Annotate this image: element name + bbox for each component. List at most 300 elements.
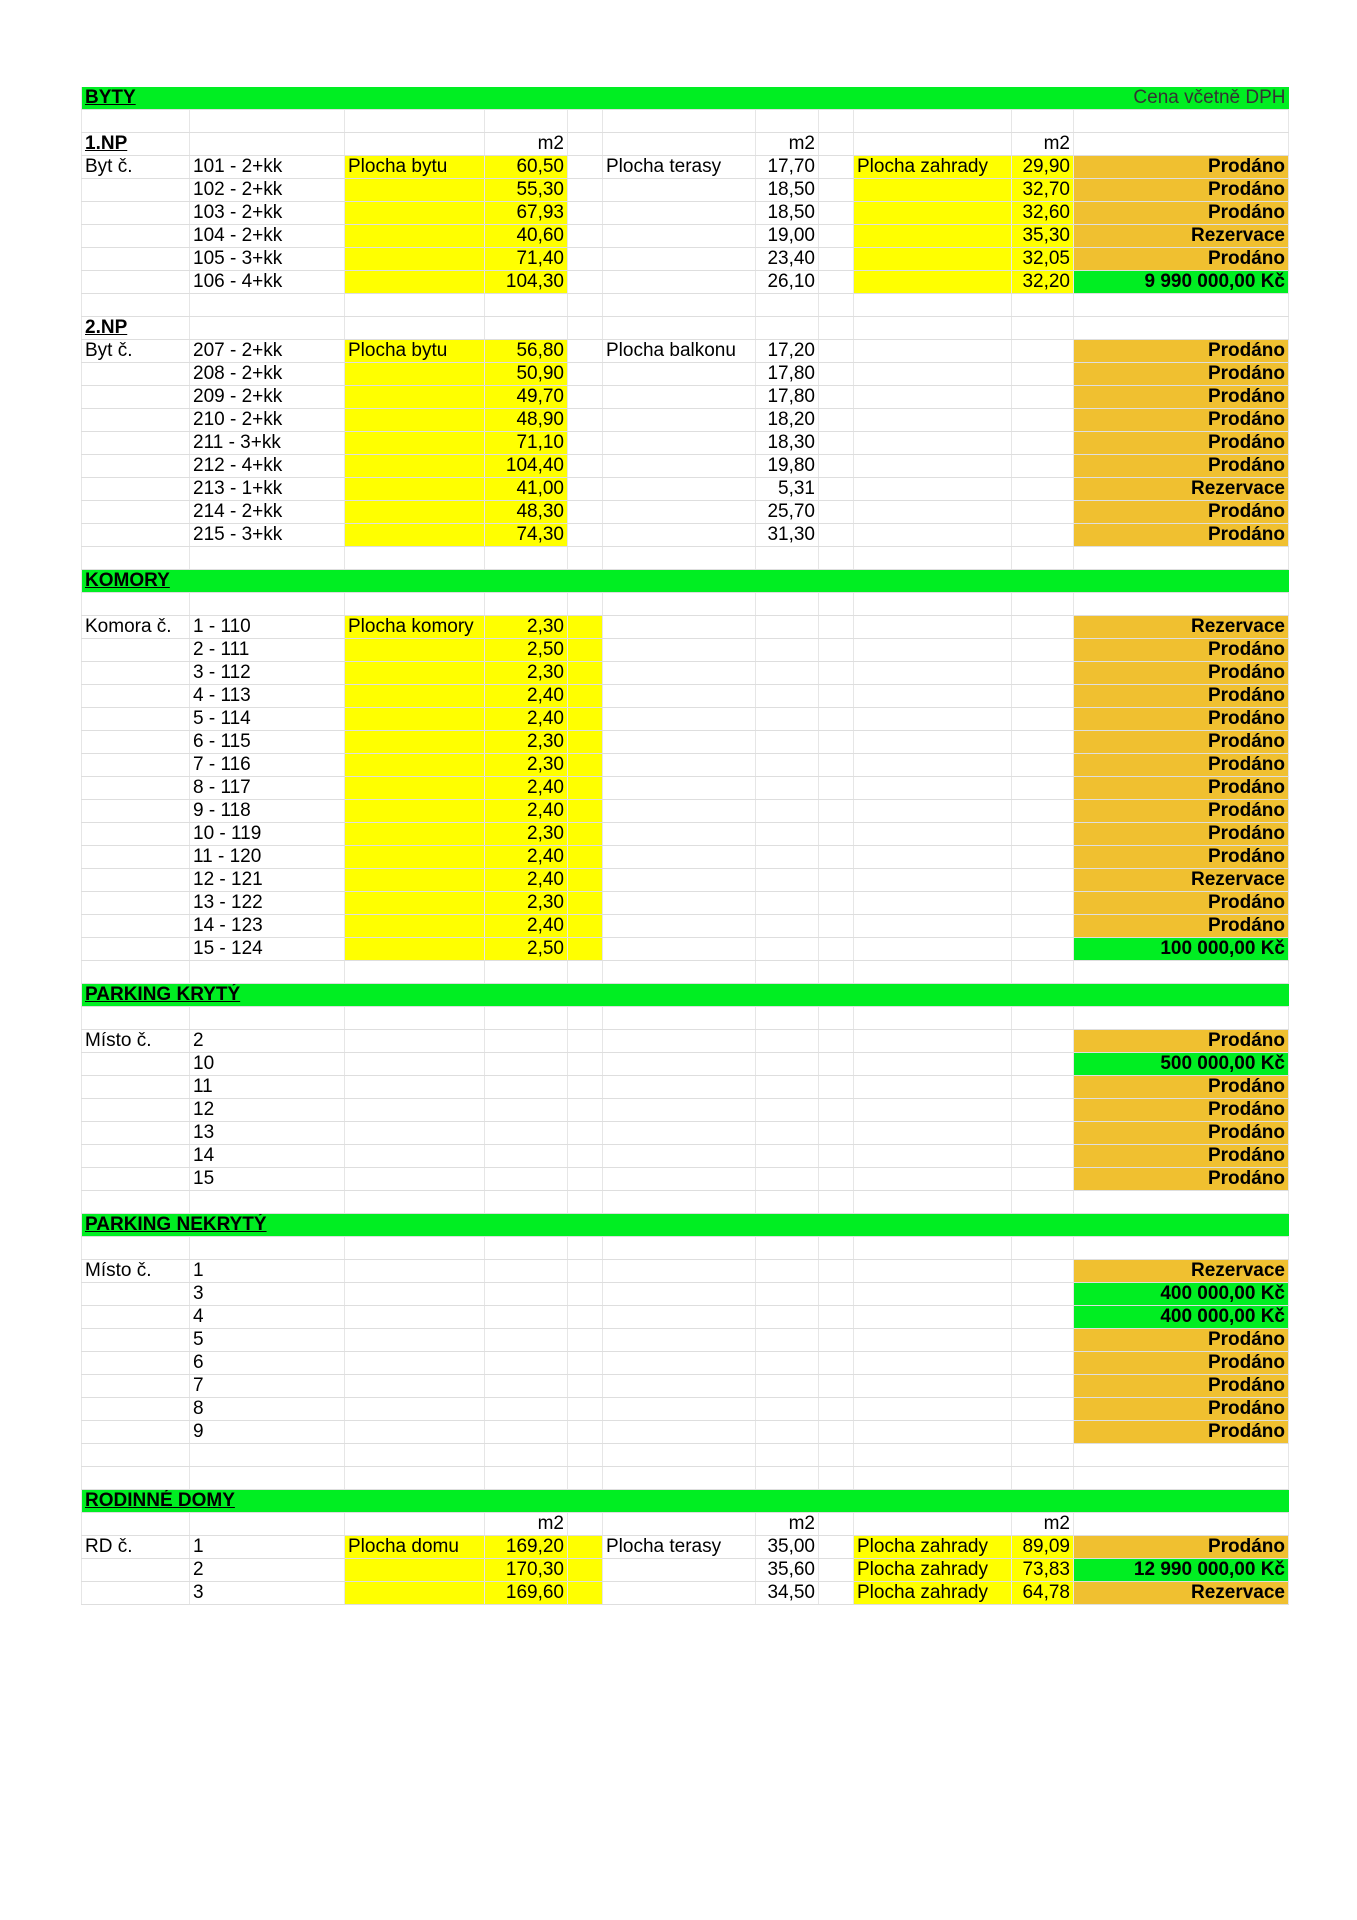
empty-cell <box>1012 409 1074 432</box>
row-label <box>82 524 190 547</box>
row-label <box>82 1306 190 1329</box>
empty-cell <box>345 1122 485 1145</box>
status-cell: Prodáno <box>1074 1375 1289 1398</box>
empty-cell <box>819 961 854 984</box>
parking-row <box>82 1283 1289 1306</box>
outdoor-label <box>603 248 756 271</box>
unit-id: 213 - 1+kk <box>190 478 345 501</box>
status-cell: Prodáno <box>1074 800 1289 823</box>
empty-cell <box>568 1536 603 1559</box>
empty-cell <box>568 1191 603 1214</box>
area-label <box>345 478 485 501</box>
empty-cell <box>756 1122 819 1145</box>
empty-cell <box>1074 1237 1289 1260</box>
status-cell: Prodáno <box>1074 363 1289 386</box>
garden-value: 32,05 <box>1012 248 1074 271</box>
storage-row <box>82 846 1289 869</box>
section-header <box>82 1490 1289 1513</box>
status-cell: Prodáno <box>1074 1421 1289 1444</box>
area-label <box>345 225 485 248</box>
empty-cell <box>756 1237 819 1260</box>
empty-cell <box>756 639 819 662</box>
price-list-sheet <box>81 87 1288 1605</box>
section-title: RODINNÉ DOMY <box>82 1490 345 1513</box>
unit-label: m2 <box>485 133 568 156</box>
empty-cell <box>1012 1398 1074 1421</box>
empty-cell <box>345 1007 485 1030</box>
status-cell: Prodáno <box>1074 846 1289 869</box>
parking-row <box>82 1375 1289 1398</box>
unit-id: 1 - 110 <box>190 616 345 639</box>
outdoor-value: 5,31 <box>756 478 819 501</box>
empty-cell <box>190 961 345 984</box>
empty-cell <box>603 1352 756 1375</box>
empty-cell <box>1012 1444 1074 1467</box>
empty-cell <box>756 110 819 133</box>
empty-cell <box>568 1145 603 1168</box>
empty-cell <box>485 1122 568 1145</box>
empty-cell <box>819 1145 854 1168</box>
row-label <box>82 1421 190 1444</box>
area-value: 169,20 <box>485 1536 568 1559</box>
empty-cell <box>190 1007 345 1030</box>
empty-cell <box>819 1536 854 1559</box>
empty-cell <box>568 501 603 524</box>
empty-row <box>82 1191 1289 1214</box>
empty-cell <box>854 938 1012 961</box>
outdoor-value: 23,40 <box>756 248 819 271</box>
area-value: 2,40 <box>485 777 568 800</box>
empty-cell <box>568 777 603 800</box>
apartment-row <box>82 524 1289 547</box>
empty-cell <box>190 110 345 133</box>
unit-id: 3 <box>190 1582 345 1605</box>
unit-label: m2 <box>1012 133 1074 156</box>
empty-cell <box>1012 501 1074 524</box>
storage-row <box>82 616 1289 639</box>
empty-cell <box>568 179 603 202</box>
parking-row <box>82 1053 1289 1076</box>
empty-cell <box>568 1467 603 1490</box>
empty-cell <box>1012 777 1074 800</box>
spot-id: 1 <box>190 1260 345 1283</box>
empty-cell <box>756 823 819 846</box>
area-value: 170,30 <box>485 1559 568 1582</box>
empty-cell <box>485 1283 568 1306</box>
empty-cell <box>819 1352 854 1375</box>
empty-cell <box>82 1513 190 1536</box>
empty-cell <box>819 340 854 363</box>
empty-cell <box>568 1329 603 1352</box>
unit-id: 102 - 2+kk <box>190 179 345 202</box>
empty-row <box>82 1237 1289 1260</box>
spot-id: 10 <box>190 1053 345 1076</box>
row-label: Komora č. <box>82 616 190 639</box>
unit-id: 101 - 2+kk <box>190 156 345 179</box>
area-label <box>345 800 485 823</box>
empty-cell <box>485 1306 568 1329</box>
row-label <box>82 1398 190 1421</box>
unit-id: 212 - 4+kk <box>190 455 345 478</box>
empty-cell <box>345 1283 485 1306</box>
unit-id: 14 - 123 <box>190 915 345 938</box>
empty-cell <box>819 938 854 961</box>
empty-cell <box>568 1030 603 1053</box>
empty-cell <box>756 1375 819 1398</box>
row-label <box>82 455 190 478</box>
empty-cell <box>568 685 603 708</box>
empty-cell <box>854 1076 1012 1099</box>
empty-cell <box>603 754 756 777</box>
empty-cell <box>1074 593 1289 616</box>
unit-id: 209 - 2+kk <box>190 386 345 409</box>
area-value: 48,90 <box>485 409 568 432</box>
empty-cell <box>1012 547 1074 570</box>
garden-value: 64,78 <box>1012 1582 1074 1605</box>
area-value: 2,40 <box>485 846 568 869</box>
empty-cell <box>819 248 854 271</box>
empty-cell <box>819 294 854 317</box>
parking-row <box>82 1352 1289 1375</box>
empty-cell <box>819 156 854 179</box>
area-value: 104,30 <box>485 271 568 294</box>
area-value: 74,30 <box>485 524 568 547</box>
empty-cell <box>819 616 854 639</box>
empty-cell <box>854 1352 1012 1375</box>
empty-cell <box>756 685 819 708</box>
empty-cell <box>819 1559 854 1582</box>
empty-cell <box>345 1030 485 1053</box>
unit-id: 214 - 2+kk <box>190 501 345 524</box>
row-label: Místo č. <box>82 1030 190 1053</box>
empty-cell <box>345 1168 485 1191</box>
row-label <box>82 409 190 432</box>
empty-cell <box>756 1352 819 1375</box>
unit-id: 104 - 2+kk <box>190 225 345 248</box>
area-label <box>345 685 485 708</box>
row-label <box>82 501 190 524</box>
apartment-row <box>82 386 1289 409</box>
empty-cell <box>854 1467 1012 1490</box>
outdoor-label <box>603 179 756 202</box>
garden-label <box>854 271 1012 294</box>
empty-cell <box>345 1260 485 1283</box>
section-title: PARKING KRYTÝ <box>82 984 345 1007</box>
empty-cell <box>568 1053 603 1076</box>
empty-cell <box>485 110 568 133</box>
empty-cell <box>819 639 854 662</box>
storage-row <box>82 823 1289 846</box>
empty-cell <box>345 1214 1289 1237</box>
outdoor-label <box>603 386 756 409</box>
empty-cell <box>603 1398 756 1421</box>
row-label <box>82 1099 190 1122</box>
empty-cell <box>603 547 756 570</box>
empty-cell <box>854 501 1012 524</box>
empty-cell <box>82 1237 190 1260</box>
empty-cell <box>603 708 756 731</box>
empty-cell <box>756 1467 819 1490</box>
empty-cell <box>568 639 603 662</box>
empty-cell <box>345 87 1074 110</box>
empty-cell <box>854 754 1012 777</box>
apartment-row <box>82 179 1289 202</box>
empty-cell <box>568 616 603 639</box>
empty-cell <box>854 1053 1012 1076</box>
empty-cell <box>819 386 854 409</box>
empty-cell <box>603 800 756 823</box>
row-label <box>82 179 190 202</box>
garden-value: 29,90 <box>1012 156 1074 179</box>
outdoor-label <box>603 501 756 524</box>
parking-row <box>82 1398 1289 1421</box>
unit-id: 2 - 111 <box>190 639 345 662</box>
empty-cell <box>603 317 756 340</box>
empty-cell <box>345 1053 485 1076</box>
empty-cell <box>568 432 603 455</box>
empty-cell <box>82 110 190 133</box>
unit-id: 13 - 122 <box>190 892 345 915</box>
row-label <box>82 1168 190 1191</box>
spot-id: 5 <box>190 1329 345 1352</box>
empty-cell <box>568 156 603 179</box>
empty-cell <box>756 616 819 639</box>
empty-cell <box>345 110 485 133</box>
empty-cell <box>854 593 1012 616</box>
empty-cell <box>190 593 345 616</box>
empty-cell <box>603 685 756 708</box>
garden-label <box>854 225 1012 248</box>
row-label <box>82 1329 190 1352</box>
empty-cell <box>1012 1237 1074 1260</box>
status-cell: Prodáno <box>1074 639 1289 662</box>
empty-cell <box>854 731 1012 754</box>
unit-label: m2 <box>485 1513 568 1536</box>
empty-cell <box>603 1168 756 1191</box>
garden-label <box>854 248 1012 271</box>
unit-id: 3 - 112 <box>190 662 345 685</box>
empty-cell <box>1012 593 1074 616</box>
empty-cell <box>1012 524 1074 547</box>
empty-cell <box>1012 1145 1074 1168</box>
area-label <box>345 846 485 869</box>
apartment-row <box>82 225 1289 248</box>
area-label <box>345 938 485 961</box>
unit-label: m2 <box>1012 1513 1074 1536</box>
empty-cell <box>485 1030 568 1053</box>
area-value: 2,30 <box>485 892 568 915</box>
status-cell: Rezervace <box>1074 869 1289 892</box>
spot-id: 2 <box>190 1030 345 1053</box>
outdoor-value: 26,10 <box>756 271 819 294</box>
empty-cell <box>345 1375 485 1398</box>
row-label <box>82 708 190 731</box>
status-cell: Prodáno <box>1074 777 1289 800</box>
row-label <box>82 777 190 800</box>
area-value: 169,60 <box>485 1582 568 1605</box>
status-cell: Prodáno <box>1074 731 1289 754</box>
empty-cell <box>485 1398 568 1421</box>
apartment-row <box>82 501 1289 524</box>
empty-cell <box>345 1306 485 1329</box>
row-label <box>82 363 190 386</box>
price-cell: 500 000,00 Kč <box>1074 1053 1289 1076</box>
status-cell: Prodáno <box>1074 248 1289 271</box>
status-cell: Prodáno <box>1074 1168 1289 1191</box>
outdoor-value: 25,70 <box>756 501 819 524</box>
empty-cell <box>756 1329 819 1352</box>
empty-cell <box>345 1329 485 1352</box>
empty-cell <box>1012 294 1074 317</box>
storage-row <box>82 731 1289 754</box>
empty-cell <box>1012 478 1074 501</box>
empty-row <box>82 1007 1289 1030</box>
empty-cell <box>1074 547 1289 570</box>
empty-cell <box>1074 317 1289 340</box>
area-value: 2,40 <box>485 800 568 823</box>
empty-cell <box>568 1306 603 1329</box>
storage-row <box>82 938 1289 961</box>
area-value: 40,60 <box>485 225 568 248</box>
outdoor-label: Plocha terasy <box>603 156 756 179</box>
outdoor-label <box>603 455 756 478</box>
empty-cell <box>568 547 603 570</box>
empty-cell <box>568 363 603 386</box>
area-value: 71,10 <box>485 432 568 455</box>
empty-cell <box>1012 754 1074 777</box>
area-label <box>345 708 485 731</box>
empty-cell <box>819 1122 854 1145</box>
empty-cell <box>1074 110 1289 133</box>
apartment-row <box>82 156 1289 179</box>
empty-cell <box>1012 1260 1074 1283</box>
empty-cell <box>1012 915 1074 938</box>
empty-cell <box>756 1191 819 1214</box>
unit-id: 10 - 119 <box>190 823 345 846</box>
row-label <box>82 478 190 501</box>
empty-cell <box>819 1283 854 1306</box>
empty-cell <box>603 1421 756 1444</box>
empty-cell <box>568 869 603 892</box>
empty-cell <box>756 547 819 570</box>
status-cell: Prodáno <box>1074 432 1289 455</box>
section-header <box>82 87 1289 110</box>
floor-units-row <box>82 133 1289 156</box>
empty-cell <box>819 1398 854 1421</box>
empty-cell <box>854 1122 1012 1145</box>
empty-row <box>82 593 1289 616</box>
outdoor-label <box>603 202 756 225</box>
empty-cell <box>819 363 854 386</box>
price-cell: 400 000,00 Kč <box>1074 1306 1289 1329</box>
unit-id: 2 <box>190 1559 345 1582</box>
empty-cell <box>568 1099 603 1122</box>
empty-cell <box>756 708 819 731</box>
status-cell: Rezervace <box>1074 1582 1289 1605</box>
empty-cell <box>485 1168 568 1191</box>
empty-cell <box>854 1168 1012 1191</box>
empty-cell <box>819 202 854 225</box>
unit-id: 1 <box>190 1536 345 1559</box>
area-value: 56,80 <box>485 340 568 363</box>
empty-cell <box>603 110 756 133</box>
empty-cell <box>345 1398 485 1421</box>
empty-cell <box>819 1513 854 1536</box>
empty-cell <box>854 685 1012 708</box>
status-cell: Prodáno <box>1074 1030 1289 1053</box>
row-label: Místo č. <box>82 1260 190 1283</box>
area-value: 2,30 <box>485 616 568 639</box>
empty-cell <box>854 846 1012 869</box>
empty-cell <box>1012 1053 1074 1076</box>
floor-label: 1.NP <box>82 133 190 156</box>
area-value: 2,30 <box>485 754 568 777</box>
area-value: 2,50 <box>485 639 568 662</box>
empty-cell <box>854 823 1012 846</box>
area-label <box>345 179 485 202</box>
empty-cell <box>819 731 854 754</box>
empty-cell <box>854 294 1012 317</box>
row-label <box>82 869 190 892</box>
empty-cell <box>1012 455 1074 478</box>
area-label <box>345 455 485 478</box>
empty-cell <box>1012 662 1074 685</box>
empty-cell <box>854 409 1012 432</box>
spot-id: 9 <box>190 1421 345 1444</box>
empty-cell <box>1012 110 1074 133</box>
empty-cell <box>568 961 603 984</box>
unit-id: 9 - 118 <box>190 800 345 823</box>
row-label <box>82 800 190 823</box>
apartment-row <box>82 363 1289 386</box>
empty-cell <box>819 1444 854 1467</box>
area-value: 60,50 <box>485 156 568 179</box>
parking-row <box>82 1168 1289 1191</box>
area-value: 2,40 <box>485 685 568 708</box>
empty-cell <box>819 915 854 938</box>
empty-cell <box>603 731 756 754</box>
empty-cell <box>1012 708 1074 731</box>
empty-cell <box>756 961 819 984</box>
empty-cell <box>1012 1467 1074 1490</box>
empty-cell <box>756 938 819 961</box>
empty-cell <box>345 1467 485 1490</box>
empty-cell <box>756 754 819 777</box>
empty-cell <box>568 731 603 754</box>
unit-id: 106 - 4+kk <box>190 271 345 294</box>
empty-row <box>82 110 1289 133</box>
empty-cell <box>756 869 819 892</box>
status-cell: Rezervace <box>1074 225 1289 248</box>
status-cell: Prodáno <box>1074 892 1289 915</box>
empty-cell <box>1074 961 1289 984</box>
empty-cell <box>603 869 756 892</box>
empty-cell <box>854 1306 1012 1329</box>
empty-cell <box>854 363 1012 386</box>
empty-cell <box>819 110 854 133</box>
empty-cell <box>568 294 603 317</box>
empty-cell <box>568 1444 603 1467</box>
empty-cell <box>1012 823 1074 846</box>
empty-cell <box>82 294 190 317</box>
garden-value: 32,60 <box>1012 202 1074 225</box>
storage-row <box>82 800 1289 823</box>
parking-row <box>82 1421 1289 1444</box>
empty-cell <box>568 1122 603 1145</box>
empty-cell <box>603 1076 756 1099</box>
empty-cell <box>603 1444 756 1467</box>
empty-cell <box>603 1329 756 1352</box>
